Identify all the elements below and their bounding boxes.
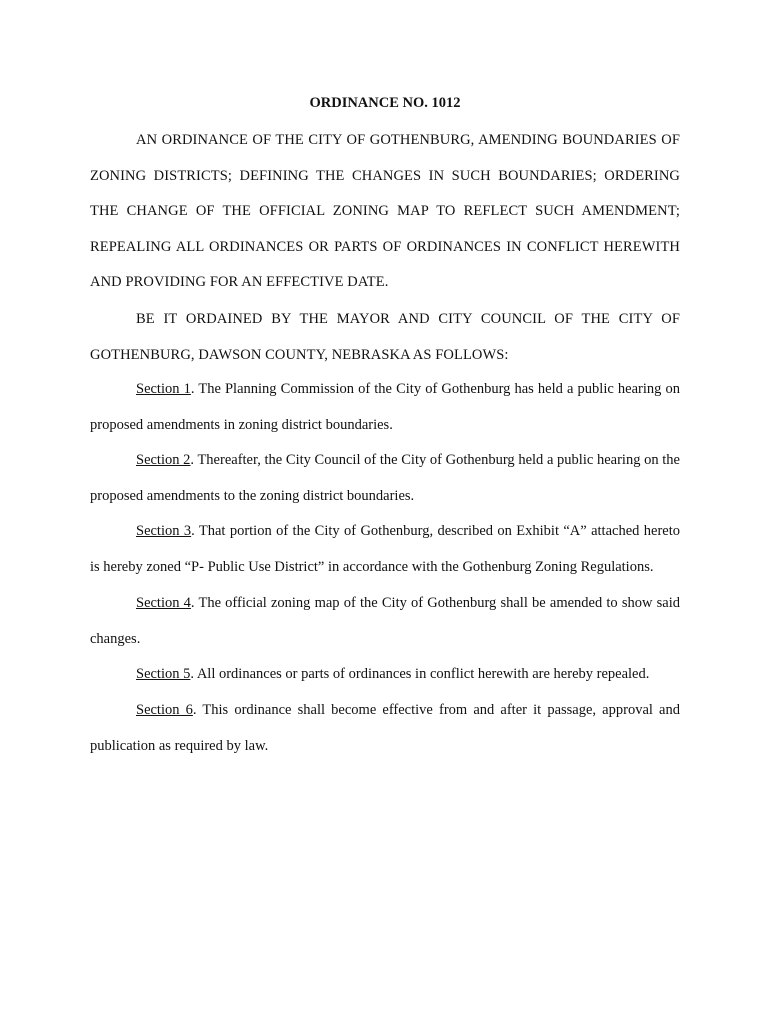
enacting-clause-paragraph <box>90 302 680 373</box>
section-1-label: Section 1 <box>136 381 191 397</box>
section-6-text: . This ordinance shall become effective from and after it passage, approval and publication as required by law. <box>90 702 680 754</box>
section-1-paragraph <box>90 372 680 443</box>
section-2-text: . Thereafter, the City Council of the City of Gothenburg held a public hearing on the proposed amendments to the zoning district boundaries. <box>90 452 680 504</box>
preamble-text: AN ORDINANCE OF THE CITY OF GOTHENBURG, AMENDING BOUNDARIES OF ZONING DISTRICTS; DEFINING THE CHANGES IN SUCH BOUNDARIES; ORDERING THE CHANGE OF THE OFFICIAL ZONING MAP TO REFLECT SUCH AMENDMENT; REPEALING ALL ORDINANCES OR PARTS OF ORDINANCES IN CONFLICT HEREWITH AND PROVIDING FOR AN EFFECTIVE DATE. <box>90 132 680 291</box>
section-6-paragraph <box>90 693 680 764</box>
section-3-paragraph <box>90 514 680 585</box>
section-3-label: Section 3 <box>136 523 192 539</box>
section-2-paragraph <box>90 443 680 514</box>
section-5-label: Section 5 <box>136 666 191 682</box>
section-5-text: . All ordinances or parts of ordinances in conflict herewith are hereby repealed. <box>190 666 650 682</box>
section-4-label: Section 4 <box>136 595 191 611</box>
section-4-paragraph <box>90 586 680 657</box>
enacting-clause-text: BE IT ORDAINED BY THE MAYOR AND CITY COUNCIL OF THE CITY OF GOTHENBURG, DAWSON COUNTY, NEBRASKA AS FOLLOWS: <box>90 311 680 363</box>
preamble-paragraph <box>90 123 680 301</box>
section-3-text: . That portion of the City of Gothenburg, described on Exhibit “A” attached hereto is hereby zoned “P- Public Use District” in accordance with the Gothenburg Zoning Regulations. <box>90 523 680 575</box>
section-6-label: Section 6 <box>136 702 193 718</box>
section-4-text: . The official zoning map of the City of Gothenburg shall be amended to show said changes. <box>90 595 680 647</box>
section-1-text: . The Planning Commission of the City of Gothenburg has held a public hearing on proposed amendments in zoning district boundaries. <box>90 381 680 433</box>
section-2-label: Section 2 <box>136 452 191 468</box>
section-5-paragraph <box>90 657 680 693</box>
ordinance-title: ORDINANCE NO. 1012 <box>309 95 461 111</box>
